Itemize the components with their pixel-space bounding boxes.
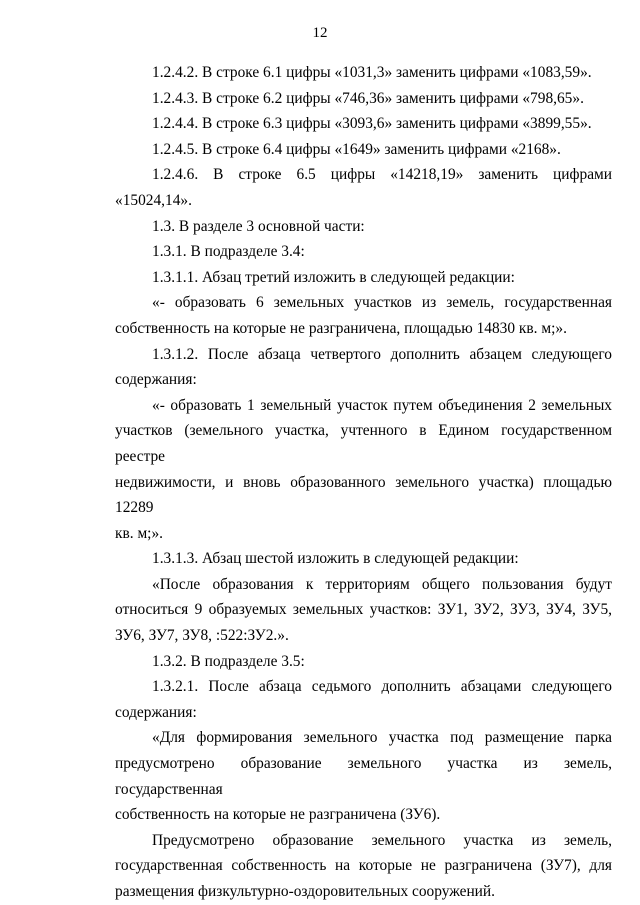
text-line: содержания:: [115, 371, 197, 389]
text-line: недвижимости, и вновь образованного земельного участка) площадью 12289: [115, 473, 612, 517]
text-line: кв. м;».: [115, 524, 163, 542]
paragraph-quote-1: [115, 290, 612, 341]
text-line: «- образовать 6 земельных участков из земель, государственная: [152, 294, 612, 312]
paragraph-1-2-4-4: [115, 111, 612, 137]
page-number: 12: [312, 25, 328, 41]
text-line: «Для формирования земельного участка под размещение парка: [152, 729, 612, 747]
text-line: 1.2.4.6. В строке 6.5 цифры «14218,19» заменить цифрами: [152, 166, 612, 184]
paragraph-1-3-1-3: [115, 546, 612, 572]
text-line: «15024,14».: [115, 191, 192, 209]
paragraph-1-2-4-2: [115, 60, 612, 86]
text-line: относиться 9 образуемых земельных участков: ЗУ1, ЗУ2, ЗУ3, ЗУ4, ЗУ5,: [115, 601, 612, 619]
paragraph-1-3-2-1: [115, 674, 612, 725]
text-line: 1.3.1.1. Абзац третий изложить в следующей редакции:: [152, 268, 515, 286]
text-line: собственность на которые не разграничена, площадью 14830 кв. м;».: [115, 319, 567, 337]
text-line: собственность на которые не разграничена (ЗУ6).: [115, 806, 441, 824]
text-line: 1.2.4.4. В строке 6.3 цифры «3093,6» заменить цифрами «3899,55».: [152, 115, 592, 133]
text-line: 1.3.1.2. После абзаца четвертого дополнить абзацем следующего: [152, 345, 612, 363]
paragraph-1-2-4-3: [115, 86, 612, 112]
text-line: 1.3.1.3. Абзац шестой изложить в следующей редакции:: [152, 550, 519, 568]
text-line: ЗУ6, ЗУ7, ЗУ8, :522:ЗУ2.».: [115, 627, 289, 645]
text-line: 1.3. В разделе 3 основной части:: [152, 217, 365, 235]
paragraph-1-2-4-6: [115, 162, 612, 213]
paragraph-1-3-2: [115, 649, 612, 675]
paragraph-quote-5: [115, 828, 612, 905]
paragraph-1-3-1: [115, 239, 612, 265]
paragraph-1-3-1-1: [115, 265, 612, 291]
text-line: участков (земельного участка, учтенного в Едином государственном реестре: [115, 422, 612, 465]
text-line: содержания:: [115, 703, 197, 721]
text-line: размещения физкультурно-оздоровительных сооружений.: [115, 883, 496, 900]
paragraph-quote-3: [115, 572, 612, 649]
paragraph-quote-2: [115, 393, 612, 547]
paragraph-1-2-4-5: [115, 137, 612, 163]
text-line: предусмотрено образование земельного участка из земель, государственная: [115, 755, 612, 798]
text-line: 1.3.2.1. После абзаца седьмого дополнить абзацами следующего: [152, 678, 612, 696]
text-line: «После образования к территориям общего пользования будут: [152, 575, 612, 593]
text-line: Предусмотрено образование земельного участка из земель,: [152, 831, 612, 849]
text-line: 1.2.4.2. В строке 6.1 цифры «1031,3» заменить цифрами «1083,59».: [152, 64, 592, 81]
paragraph-1-3-1-2: [115, 342, 612, 393]
text-line: 1.2.4.5. В строке 6.4 цифры «1649» заменить цифрами «2168».: [152, 140, 561, 158]
text-line: государственная собственность на которые не разграничена (ЗУ7), для: [115, 857, 612, 875]
text-line: 1.3.2. В подразделе 3.5:: [152, 652, 305, 670]
text-line: 1.2.4.3. В строке 6.2 цифры «746,36» заменить цифрами «798,65».: [152, 89, 584, 107]
paragraph-quote-4: [115, 725, 612, 827]
text-line: «- образовать 1 земельный участок путем объединения 2 земельных: [152, 396, 612, 414]
text-line: 1.3.1. В подразделе 3.4:: [152, 243, 305, 261]
paragraph-1-3: [115, 214, 612, 240]
document-body: [115, 60, 612, 905]
